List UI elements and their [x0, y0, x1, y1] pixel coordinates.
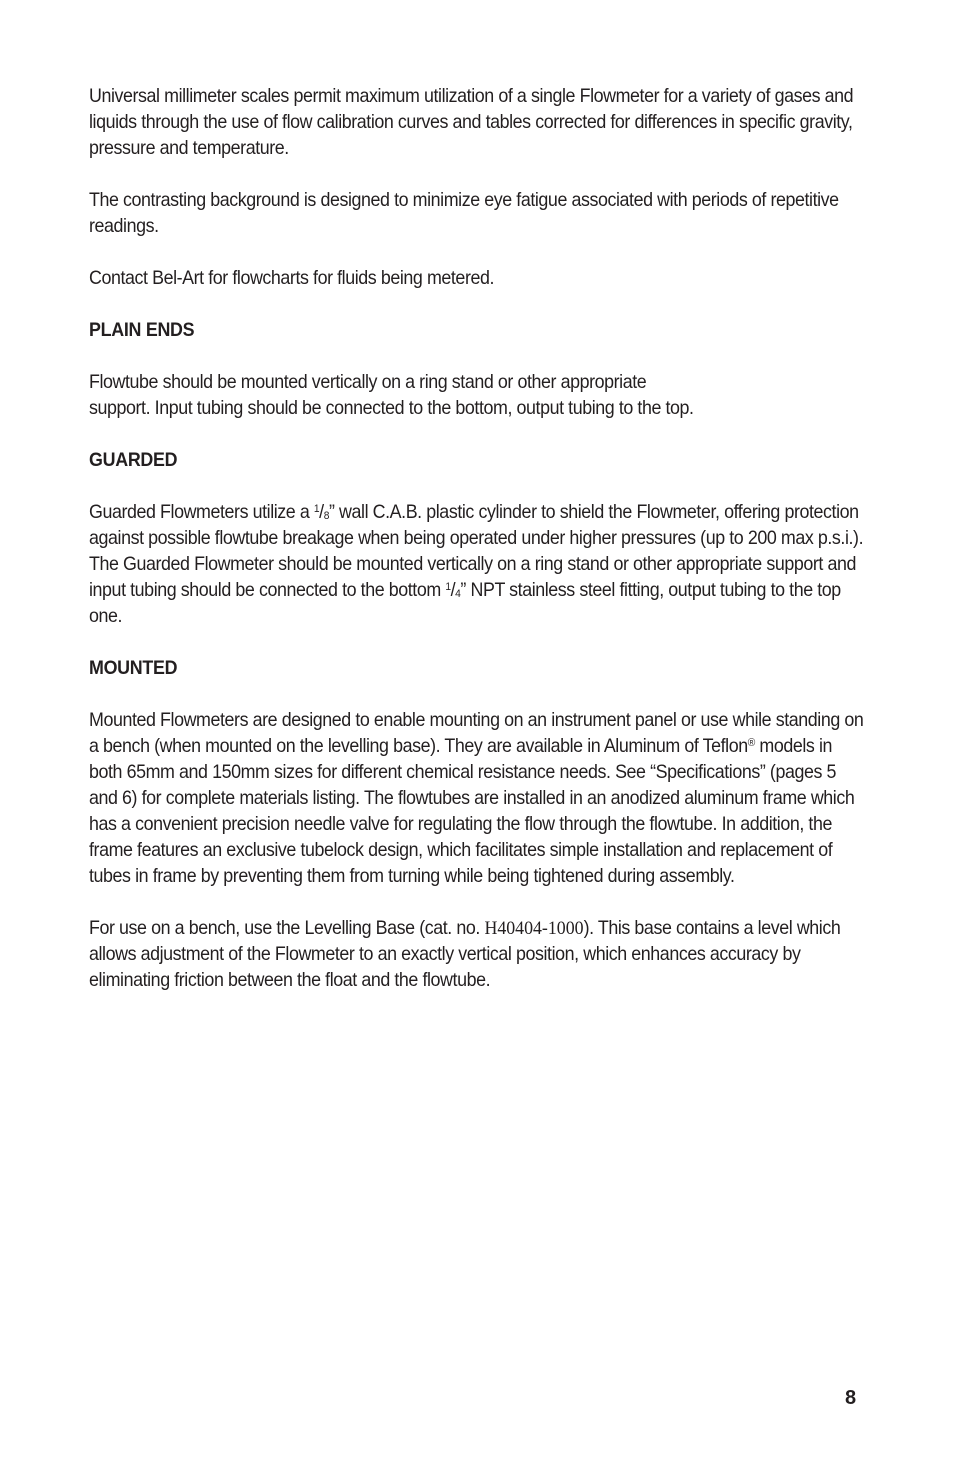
bench-paragraph — [89, 916, 868, 994]
mounted-heading: MOUNTED — [89, 658, 178, 679]
contact-paragraph: Contact Bel-Art for flowcharts for fluids being metered. — [89, 268, 495, 289]
fraction-quarter-denominator: 4 — [455, 588, 461, 600]
scales-paragraph: Universal millimeter scales permit maximum utilization of a single Flowmeter for a variety of gases and liquids through the use of flow calibration curves and tables corrected for differences in specific gravity, pressure and temperature. — [89, 86, 854, 159]
plain-ends-line-1: Flowtube should be mounted vertically on a ring stand or other appropriate — [89, 372, 647, 393]
catalog-number: H40404-1000 — [484, 918, 584, 939]
bench-text-2: ). This base contains a level which allows adjustment of the Flowmeter to an exactly vertical position, which enhances accuracy by eliminating friction between the float and the flowtube. — [89, 918, 841, 991]
fraction-eighth-numerator: 1 — [313, 503, 320, 515]
page-number: 8 — [845, 1387, 857, 1409]
fraction-quarter-slash: / — [450, 580, 456, 601]
mounted-paragraph — [89, 708, 868, 890]
guarded-paragraph — [89, 500, 868, 630]
fraction-quarter-numerator: 1 — [445, 581, 451, 593]
plain-ends-heading: PLAIN ENDS — [89, 320, 195, 341]
fraction-eighth-slash: / — [319, 502, 324, 523]
plain-ends-paragraph — [89, 370, 868, 422]
mounted-text-2: models in both 65mm and 150mm sizes for different chemical resistance needs. See “Specifications” (pages 5 and 6) for complete materials listing. The flowtubes are installed in an anodized aluminum frame which has a convenient precision needle valve for regulating the flow through the flowtube. In addition, the frame features an exclusive tubelock design, which facilitates simple installation and replacement of tubes in frame by preventing them from turning while being tightened during assembly. — [89, 736, 855, 887]
guarded-text-1: Guarded Flowmeters utilize a — [89, 502, 314, 523]
guarded-text-3: ” NPT stainless steel fitting, output tubing to the top one. — [89, 580, 841, 627]
plain-ends-line-2: support. Input tubing should be connected to the bottom, output tubing to the top. — [89, 398, 694, 419]
fraction-eighth-denominator: 8 — [323, 510, 329, 522]
guarded-text-2: ” wall C.A.B. plastic cylinder to shield the Flowmeter, offering protection against possible flowtube breakage when being operated under higher pressures (up to 200 max p.s.i.). The Guarded Flowmeter should be mounted vertically on a ring stand or other appropriate support and input tubing should be connected to the bottom — [89, 502, 864, 601]
guarded-heading: GUARDED — [89, 450, 178, 471]
page-content — [89, 84, 868, 1020]
registered-mark: ® — [747, 737, 755, 749]
background-paragraph: The contrasting background is designed to minimize eye fatigue associated with periods of repetitive readings. — [89, 190, 839, 237]
mounted-text-1: Mounted Flowmeters are designed to enable mounting on an instrument panel or use while standing on a bench (when mounted on the levelling base). They are available in Aluminum of Teflon — [89, 710, 864, 757]
bench-text-1: For use on a bench, use the Levelling Base (cat. no. — [89, 918, 485, 939]
